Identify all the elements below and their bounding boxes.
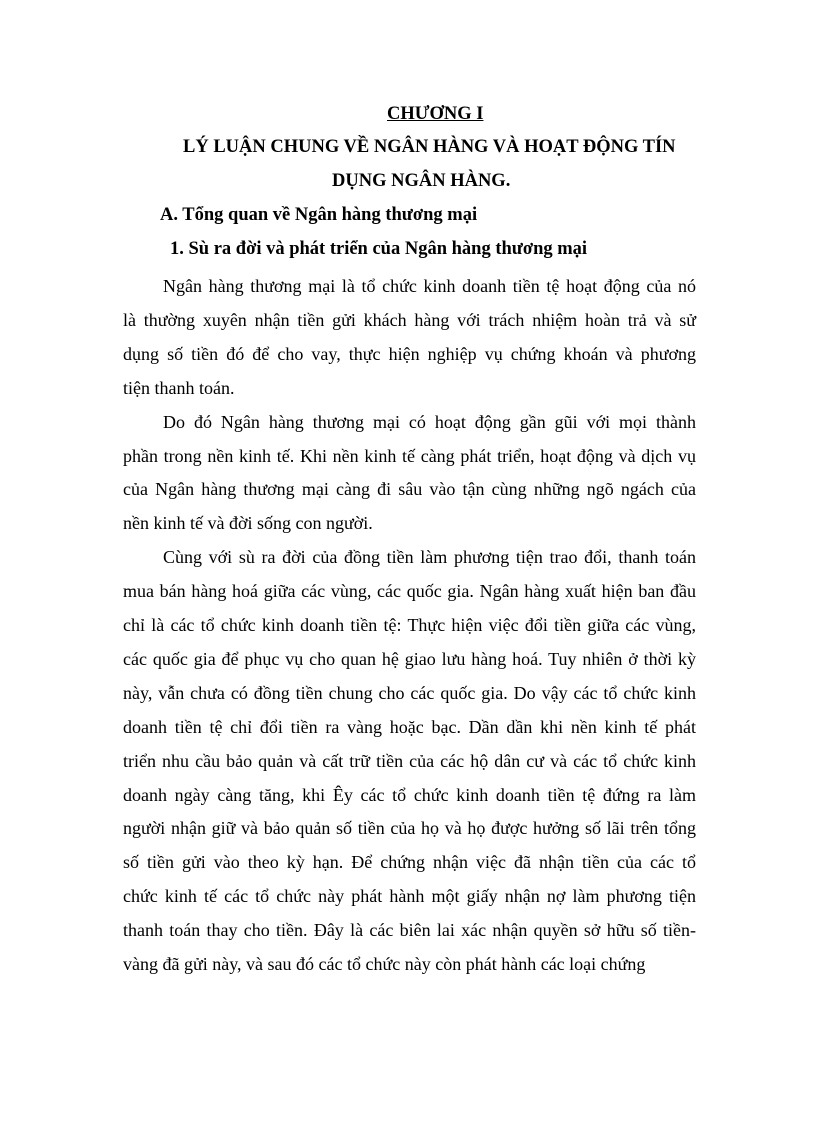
body-line: Ngân hàng thương mại là tổ chức kinh doanh tiền tệ hoạt động của nó [163,276,696,296]
body-line: các quốc gia để phục vụ cho quan hệ giao lưu hàng hoá. Tuy nhiên ở thời kỳ [123,648,696,669]
body-line: Cùng với sù ra đời của đồng tiền làm phương tiện trao đổi, thanh toán [163,547,696,568]
body-line: là thường xuyên nhận tiền gửi khách hàng với trách nhiệm hoàn trả và sử [123,309,696,330]
body-line: triển nhu cầu bảo quản và cất trữ tiền của các hộ dân cư và các tổ chức kinh [123,750,696,771]
body-line: vàng đã gửi này, và sau đó các tổ chức này còn phát hành các loại chứng [123,954,646,974]
body-line: này, vẫn chưa có đồng tiền chung cho các quốc gia. Do vậy các tổ chức kinh [123,682,696,703]
section-heading-a: A. Tổng quan về Ngân hàng thương mại [160,205,478,225]
body-line: số tiền gửi vào theo kỳ hạn. Để chứng nhận việc đã nhận tiền của các tổ [123,852,696,873]
body-line: doanh tiền tệ chỉ đổi tiền ra vàng hoặc bạc. Dần dần khi nền kinh tế phát [123,716,696,737]
body-line: tiện thanh toán. [123,377,235,398]
body-line: doanh ngày càng tăng, khi Êy các tổ chức kinh doanh tiền tệ đứng ra làm [123,784,696,805]
chapter-heading: CHƯƠNG I [387,104,484,124]
body-line: phần trong nền kinh tế. Khi nền kinh tế càng phát triển, hoạt động và dịch vụ [123,445,696,466]
body-line: chỉ là các tổ chức kinh doanh tiền tệ: Thực hiện việc đổi tiền giữa các vùng, [123,615,696,635]
body-line: Do đó Ngân hàng thương mại có hoạt động gần gũi với mọi thành [163,411,696,432]
body-line: mua bán hàng hoá giữa các vùng, các quốc gia. Ngân hàng xuất hiện ban đầu [123,581,696,602]
body-line: người nhận giữ và bảo quản số tiền của họ và họ được hưởng số lãi trên tổng [123,818,696,839]
body-line: của Ngân hàng thương mại càng đi sâu vào tận cùng những ngõ ngách của [123,479,696,500]
chapter-title-line-2: DỤNG NGÂN HÀNG. [332,171,511,191]
body-line: nền kinh tế và đời sống con người. [123,513,373,534]
subsection-heading-1: 1. Sù ra đời và phát triển của Ngân hàng thương mại [170,239,588,259]
body-line: chức kinh tế các tổ chức này phát hành một giấy nhận nợ làm phương tiện [123,886,696,907]
body-line: dụng số tiền đó để cho vay, thực hiện nghiệp vụ chứng khoán và phương [123,343,696,364]
body-line: thanh toán thay cho tiền. Đây là các biên lai xác nhận quyền sở hữu số tiền- [123,920,696,941]
chapter-title-line-1: LÝ LUẬN CHUNG VỀ NGÂN HÀNG VÀ HOẠT ĐỘNG TÍN [183,137,676,157]
